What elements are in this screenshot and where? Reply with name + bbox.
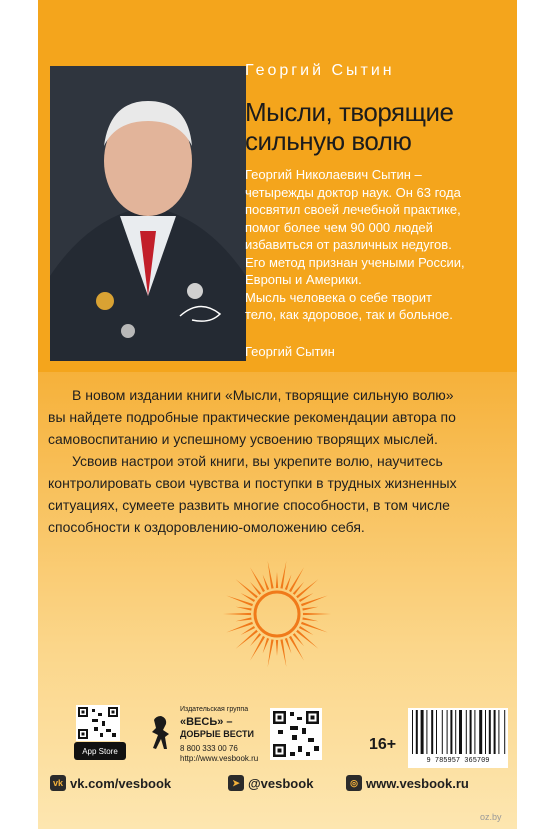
book-title [245,98,495,156]
desc-line: ситуациях, сумеете развить многие способности, в том числе [48,497,450,513]
bio-line: посвятил своей лечебной практике, [245,202,461,217]
sun-ray [302,607,318,611]
sun-ray [250,567,265,592]
author-portrait-icon [50,66,246,361]
desc-line: самовоспитанию и успешному усвоению творящих мыслей. [48,431,438,447]
barcode-bar [474,710,475,754]
barcode-bar [426,710,427,754]
desc-line: В новом издании книги «Мысли, творящие сильную волю» [72,387,454,403]
sun-ray [285,575,292,590]
sun-ray [263,638,270,653]
sun-ray [236,630,258,649]
sun-ray [303,613,331,615]
barcode-icon [408,708,508,756]
barcode-bar [494,710,496,754]
sun-ray [236,579,258,598]
barcode-bar [485,710,486,754]
barcode-bar [498,710,499,754]
bio-line: избавиться от различных недугов. [245,237,452,252]
barcode-bar [412,710,413,754]
publisher-group-label: Издательская группа [180,706,249,713]
bio-line: тело, как здоровое, так и больное. [245,307,453,322]
barcode-bar [504,710,505,754]
social-links [38,775,517,799]
book-back-cover [38,0,517,829]
title-line: сильную волю [245,126,412,156]
barcode-bar [450,710,452,754]
publisher-name: «ВЕСЬ» – [180,716,233,728]
qr-code-icon [76,705,120,741]
sun-ray [236,617,252,621]
publisher-phone: 8 800 333 00 76 [180,744,238,753]
sun-ray [296,579,318,598]
qr-code-icon [270,708,322,760]
desc-line: Усвоив настрои этой книги, вы укрепите волю, научитесь [72,453,443,469]
globe-icon: ◎ [346,775,362,791]
title-line: Мысли, творящие [245,97,454,127]
website-link[interactable] [346,775,469,791]
barcode-bar [442,710,443,754]
desc-line: вы найдете подробные практические рекомендации автора по [48,409,456,425]
bio-line: Георгий Николаевич Сытин – [245,167,422,182]
bio-line: помог более чем 90 000 людей [245,219,433,235]
telegram-icon: ➤ [228,775,244,791]
age-rating-badge: 16+ [369,736,397,753]
sun-ray [280,639,286,667]
sun-ray [236,607,252,611]
sun-ray [268,639,274,667]
sun-ray [289,567,304,592]
desc-line: способности к оздоровлению-омоложению себя. [48,519,365,535]
publisher-site[interactable]: http://www.vesbook.ru [180,754,259,763]
barcode-bar [431,710,433,754]
appstore-badge[interactable]: App Store [74,742,126,760]
sun-ray [280,561,286,589]
barcode-bar [466,710,467,754]
bio-line: Мысль человека о себе творит [245,289,432,305]
sun-ray [302,617,318,621]
author-photo [50,66,246,361]
publisher-block [146,706,266,770]
barcode-bar [489,710,491,754]
desc-line: контролировать свои чувства и поступки в трудных жизненных [48,475,457,491]
telegram-link[interactable] [228,775,313,791]
barcode-bar [479,710,482,754]
barcode-bar [416,710,418,754]
website-link-text: www.vesbook.ru [366,775,469,791]
isbn-number: 9 785957 365709 [426,757,490,765]
vk-icon: vk [50,775,66,791]
sun-ray [268,561,274,589]
sun-ray [296,630,318,649]
bio-line: Его метод признан учеными России, [245,254,465,270]
bio-signature: Георгий Сытин [245,344,335,359]
sun-ray [285,638,292,653]
bio-line: четырежды доктор наук. Он 63 года [245,184,461,200]
author-name-header: Георгий Сытин [245,62,395,79]
telegram-link-text: @vesbook [248,775,314,791]
sun-ray [250,636,265,661]
sun-icon [223,560,331,668]
barcode-bar [447,710,448,754]
vk-link[interactable] [50,775,171,791]
sun-ray [289,636,304,661]
vk-link-text: vk.com/vesbook [70,775,172,791]
sun-ray [263,575,270,590]
author-bio [245,166,505,324]
barcode-bar [459,710,462,754]
book-description [48,384,510,538]
barcode-bar [436,710,437,754]
barcode-bar [421,710,424,754]
sun-ray [276,572,278,588]
watermark: oz.by [480,812,502,822]
bio-line: Европы и Америки. [245,272,362,287]
barcode-bar [455,710,456,754]
hermes-logo-icon [146,712,176,758]
sun-ray [223,613,251,615]
sun-ray [276,640,278,656]
barcode-bar [470,710,472,754]
publisher-tagline: ДОБРЫЕ ВЕСТИ [180,729,254,739]
